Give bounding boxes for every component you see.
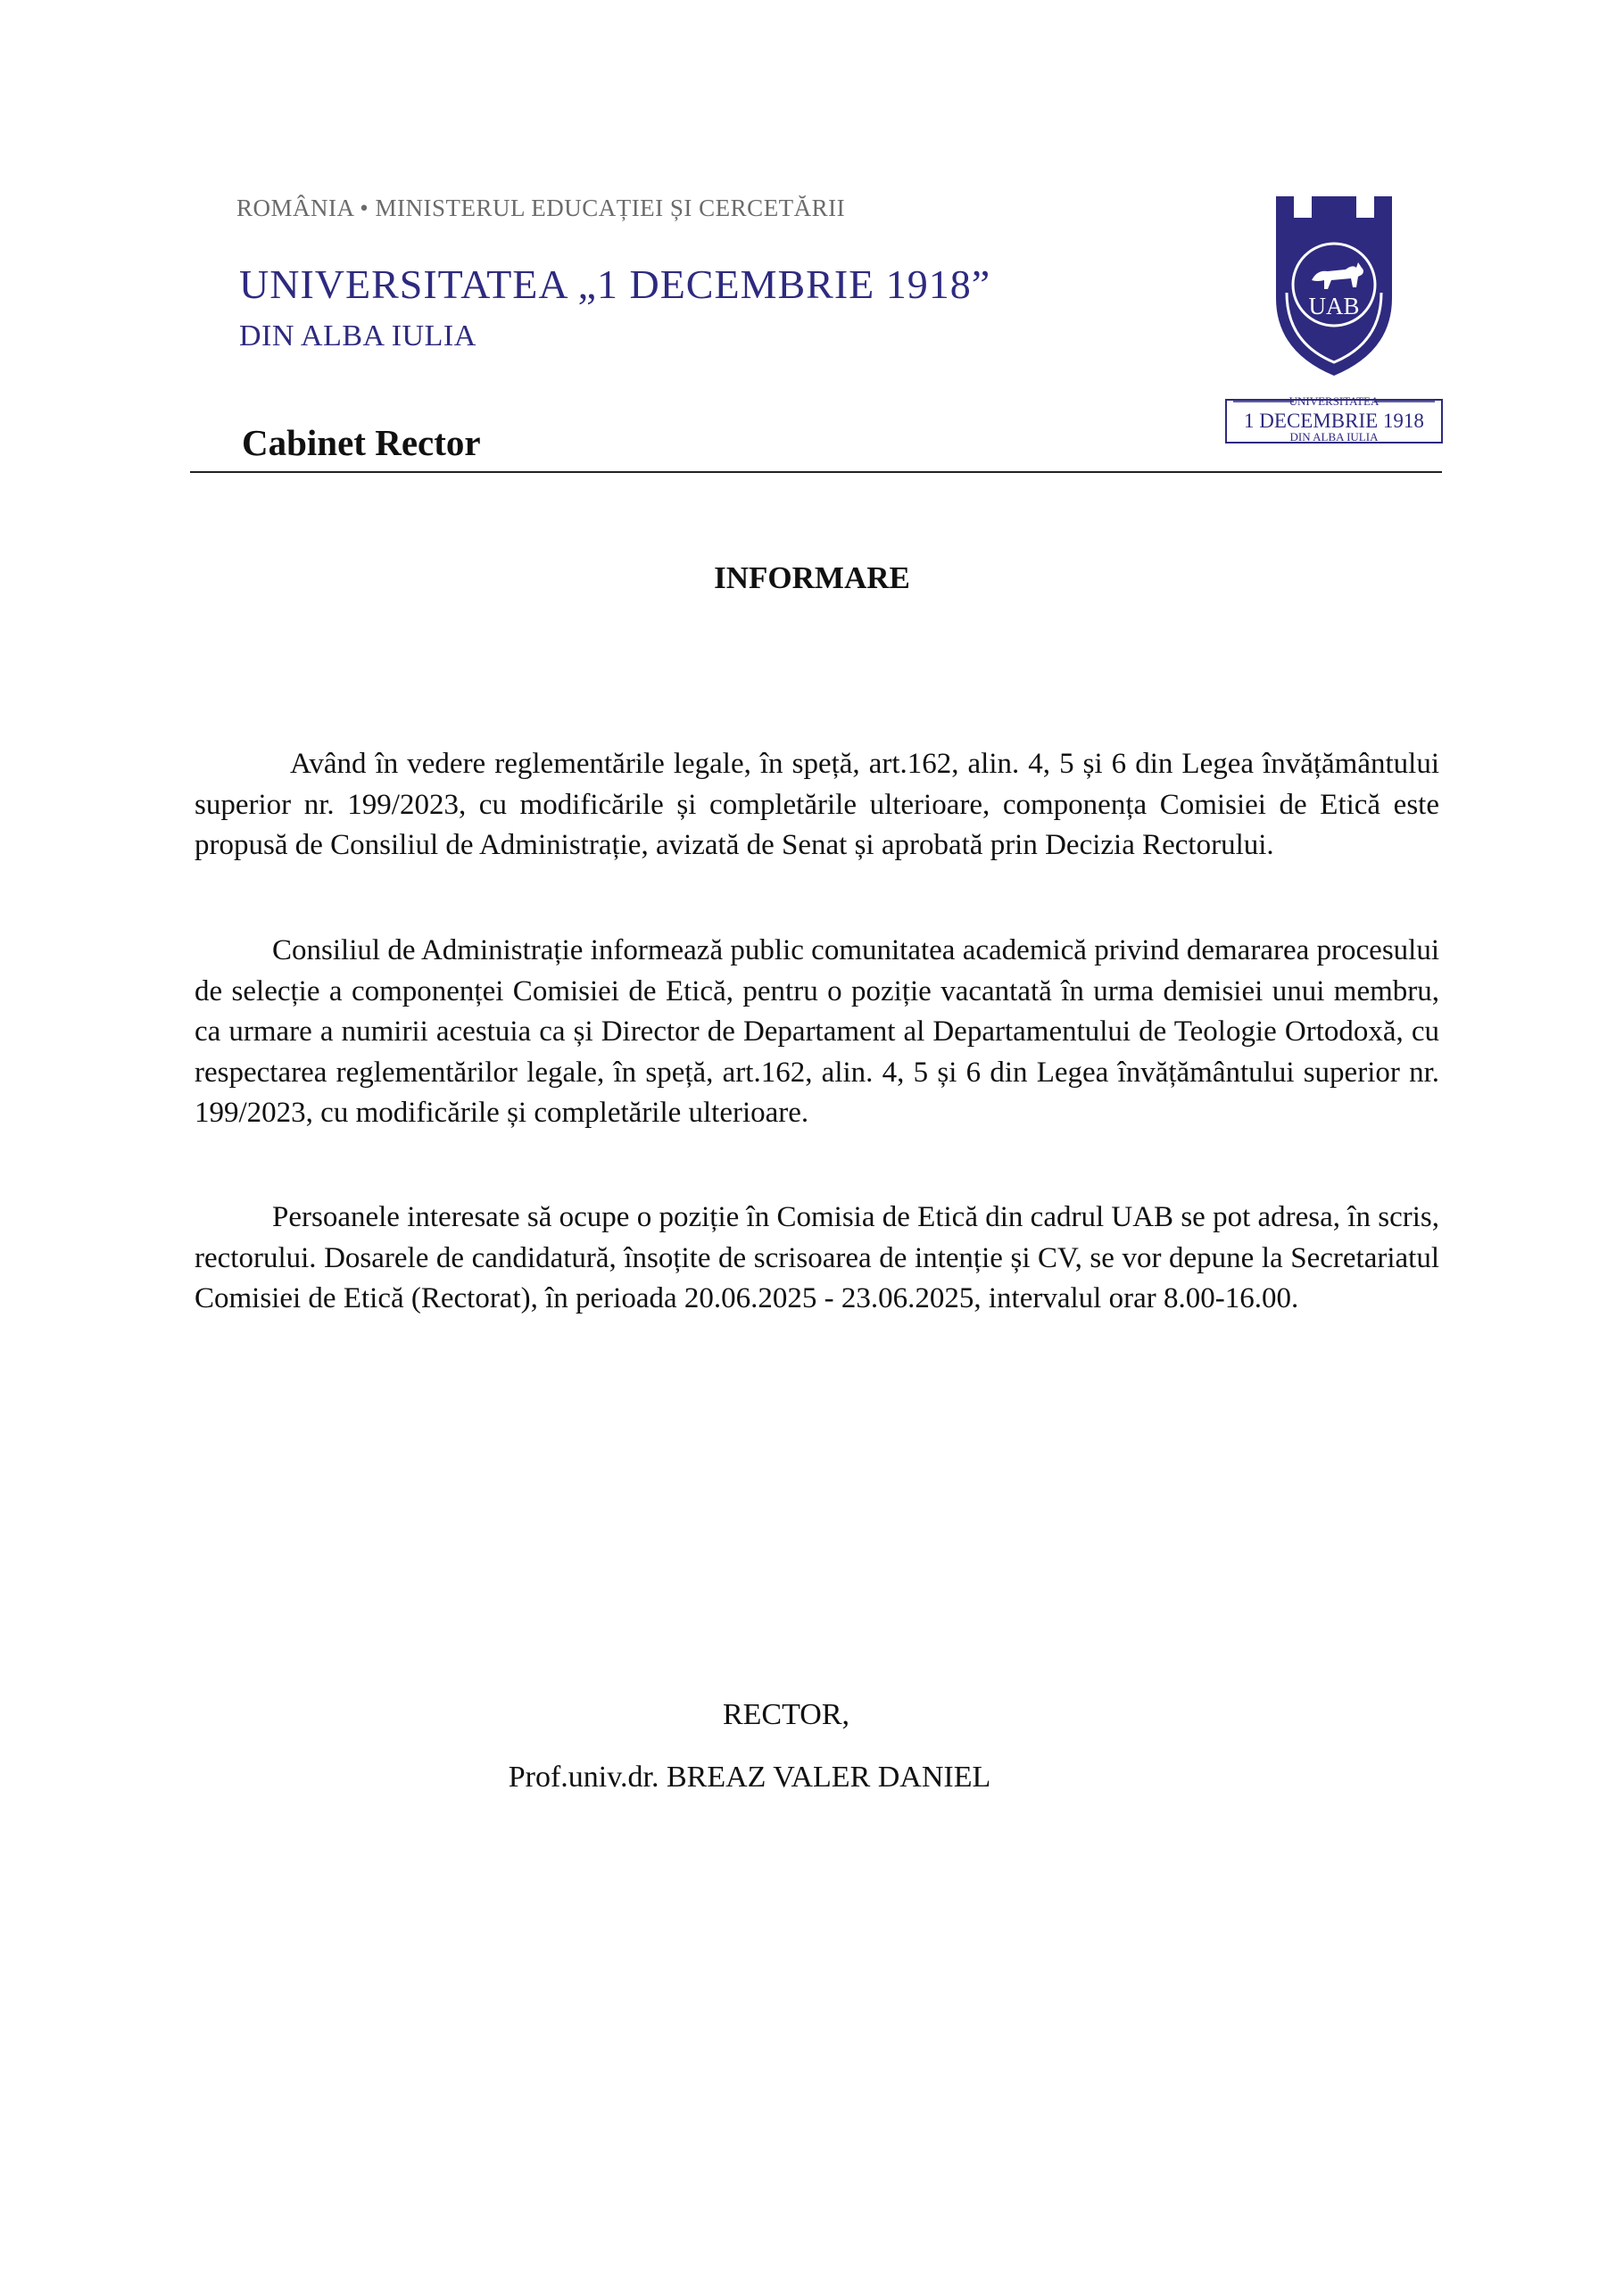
logo-caption-bottom: DIN ALBA IULIA: [1289, 430, 1379, 443]
signature-role: RECTOR,: [722, 1698, 849, 1731]
paragraph-1: Având în vedere reglementările legale, în speță, art.162, alin. 4, 5 și 6 din Legea învățământului superior nr. 199/2023, cu modificările și completările ulterioare, componența Comisiei de Etică este propusă de Consiliul de Administrație, avizată de Senat și aprobată prin Decizia Rectorului.: [195, 748, 1439, 861]
paragraph-2: Consiliul de Administrație informează public comunitatea academică privind demararea procesului de selecție a componenței Comisiei de Etică, pentru o poziție vacantată în urma demisiei unui membru, ca urmare a numirii acestuia ca și Director de Departament al Departamentului de Teologie Ortodoxă, cu respectarea reglementărilor legale, în speță, art.162, alin. 4, 5 și 6 din Legea învățământului superior nr. 199/2023, cu modificările și completările ulterioare.: [195, 934, 1439, 1129]
university-city: DIN ALBA IULIA: [239, 319, 476, 352]
office-name: Cabinet Rector: [242, 422, 481, 463]
emblem-text: UAB: [1308, 293, 1360, 319]
logo-caption-main: 1 DECEMBRIE 1918: [1244, 410, 1424, 432]
university-logo: [1224, 193, 1444, 452]
document-title: INFORMARE: [714, 560, 910, 595]
paragraph-3: Persoanele interesate să ocupe o poziție în Comisia de Etică din cadrul UAB se pot adresa, în scris, rectorului. Dosarele de candidatură, însoțite de scrisoarea de intenție și CV, se vor depune la Secretariatul Comisiei de Etică (Rectorat), în perioada 20.06.2025 - 23.06.2025, intervalul orar 8.00-16.00.: [195, 1201, 1439, 1314]
logo-caption-top: UNIVERSITATEA: [1288, 394, 1380, 408]
header-divider: [190, 471, 1442, 473]
header-ministry: ROMÂNIA • MINISTERUL EDUCAȚIEI ȘI CERCETĂRII: [236, 195, 846, 221]
university-name: UNIVERSITATEA „1 DECEMBRIE 1918”: [239, 261, 991, 307]
signature-name: Prof.univ.dr. BREAZ VALER DANIEL: [508, 1761, 991, 1794]
